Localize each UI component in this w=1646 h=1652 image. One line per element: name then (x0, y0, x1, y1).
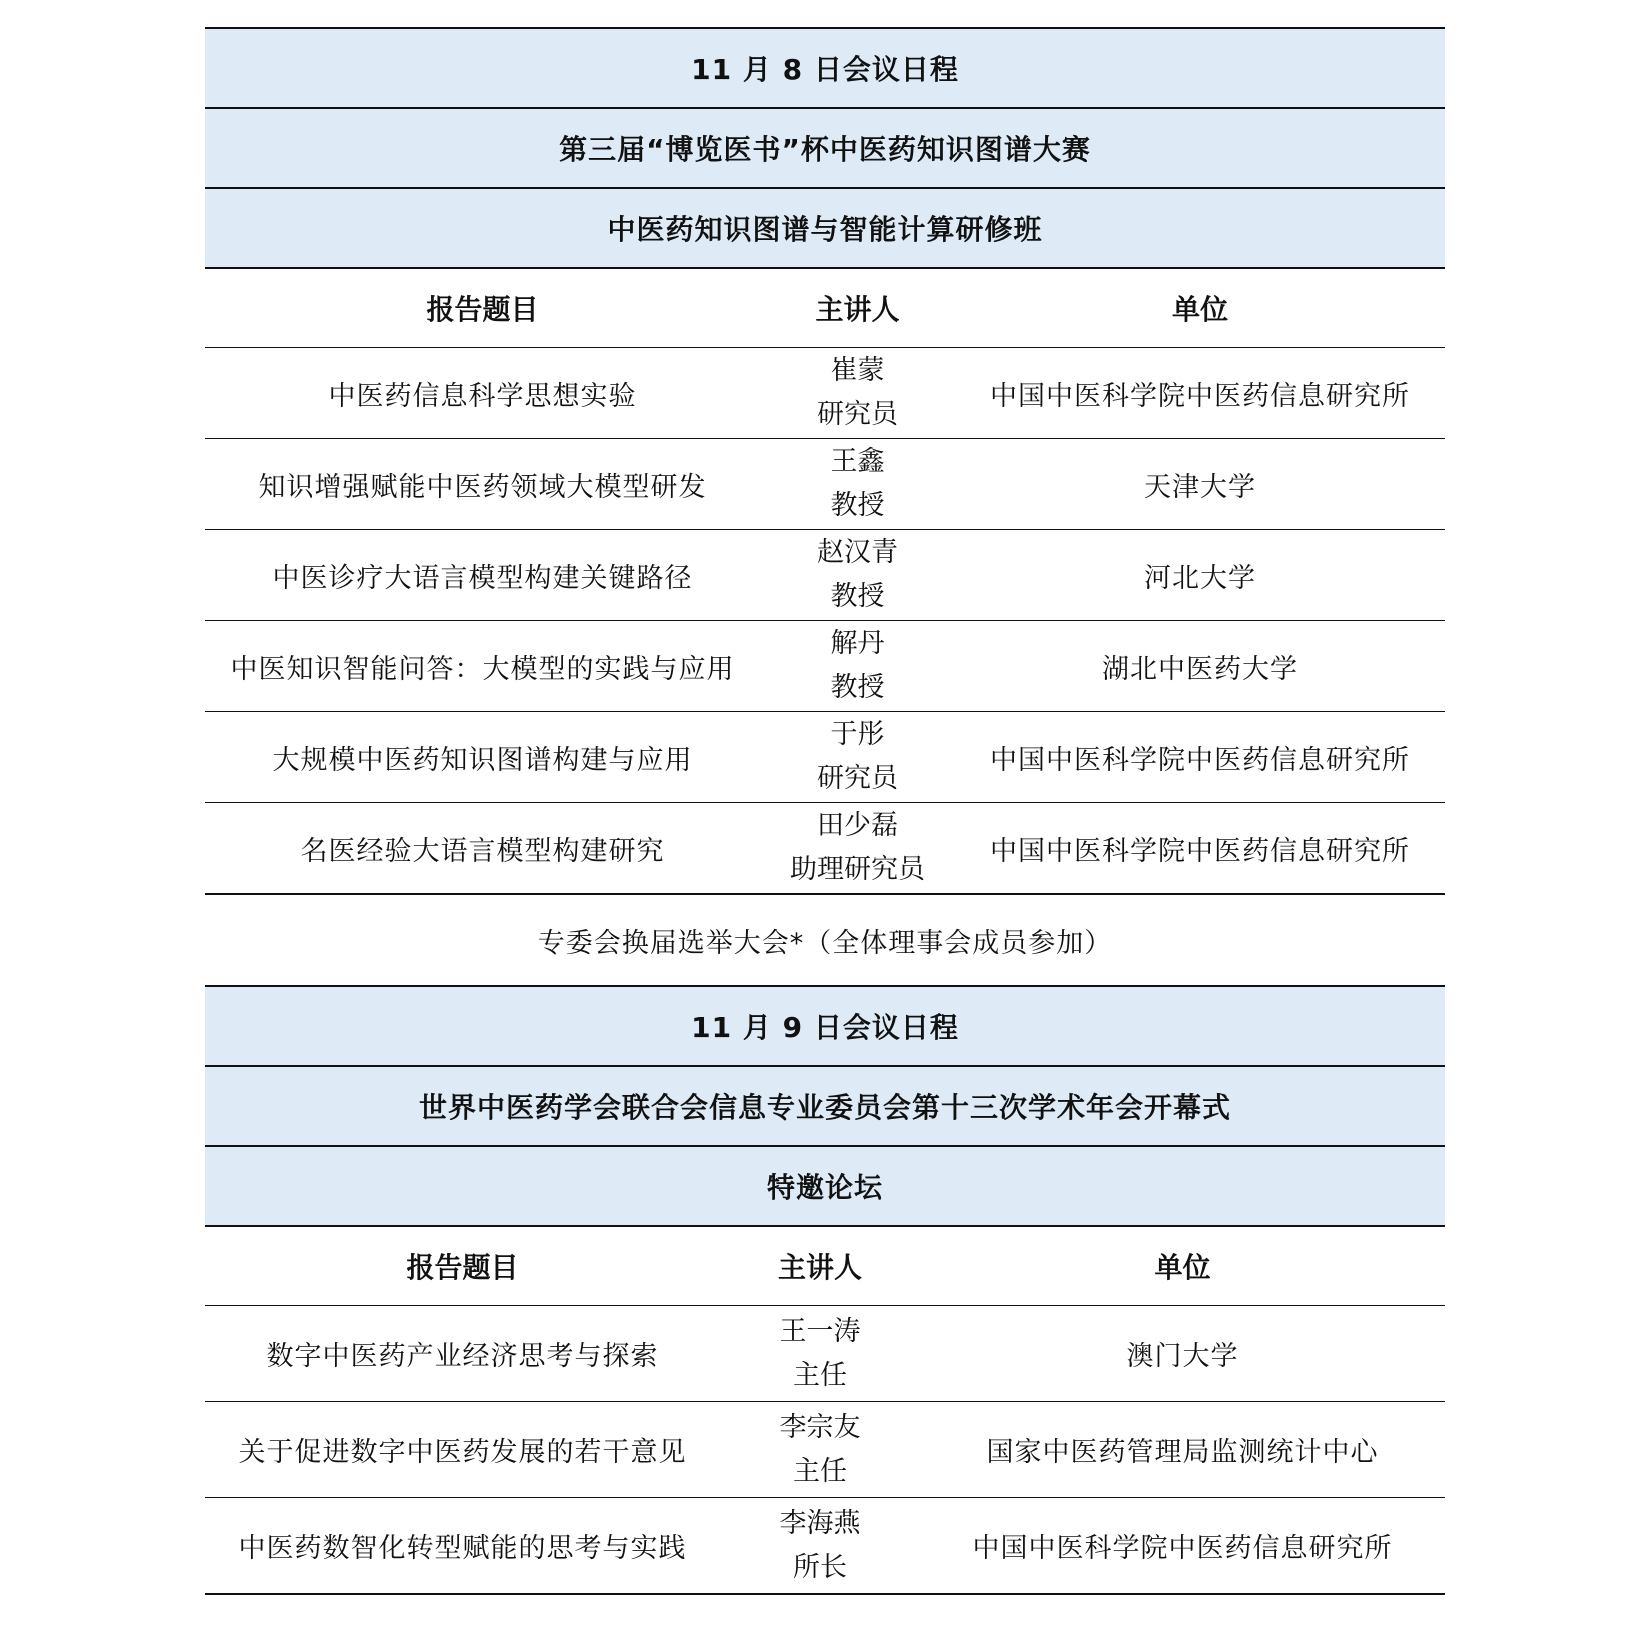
row-topic: 中医药数智化转型赋能的思考与实践 (238, 1533, 687, 1564)
row-topic: 大规模中医药知识图谱构建与应用 (272, 744, 693, 776)
workshop-title: 中医药知识图谱与智能计算研修班 (205, 187, 1445, 267)
speaker-title: 所长 (793, 1551, 847, 1583)
speaker-title: 研究员 (817, 763, 898, 794)
opening-ceremony-title: 世界中医药学会联合会信息专业委员会第十三次学术年会开幕式 (205, 1065, 1445, 1145)
table-header (205, 1225, 1445, 1305)
row-speaker (760, 348, 955, 438)
table-row (205, 711, 1445, 802)
speaker-title: 研究员 (817, 399, 898, 430)
speaker-name: 李宗友 (779, 1411, 861, 1443)
row-speaker (760, 439, 955, 529)
speaker-title: 助理研究员 (790, 854, 925, 885)
row-topic: 知识增强赋能中医药领域大模型研发 (258, 471, 707, 503)
header-topic: 报告题目 (406, 1251, 519, 1284)
row-unit: 国家中医药管理局监测统计中心 (986, 1437, 1379, 1468)
row-speaker (760, 530, 955, 620)
speaker-name: 王一涛 (779, 1315, 861, 1347)
header-unit: 单位 (1171, 293, 1228, 326)
speaker-name: 解丹 (830, 628, 885, 659)
speaker-title: 教授 (830, 490, 885, 521)
row-topic: 数字中医药产业经济思考与探索 (266, 1341, 659, 1372)
row-unit: 中国中医科学院中医药信息研究所 (990, 835, 1410, 867)
day1-title: 11 月 8 日会议日程 (205, 27, 1445, 107)
day2-title: 11 月 9 日会议日程 (205, 985, 1445, 1065)
row-topic: 关于促进数字中医药发展的若干意见 (238, 1437, 687, 1468)
speaker-name: 田少磊 (817, 810, 898, 841)
row-speaker (720, 1306, 920, 1401)
table-row (205, 1401, 1445, 1497)
row-topic: 中医药信息科学思想实验 (328, 380, 637, 412)
table-row (205, 529, 1445, 620)
forum-title: 特邀论坛 (205, 1145, 1445, 1225)
speaker-name: 于彤 (830, 719, 885, 750)
row-unit: 中国中医科学院中医药信息研究所 (990, 744, 1410, 776)
table-row (205, 1305, 1445, 1401)
schedule-page (205, 27, 1445, 1595)
table-row (205, 1497, 1445, 1595)
table-header (205, 267, 1445, 347)
speaker-title: 主任 (793, 1359, 847, 1391)
election-note: 专委会换届选举大会*（全体理事会成员参加） (537, 927, 1113, 959)
header-unit: 单位 (1154, 1251, 1211, 1284)
table-row (205, 802, 1445, 895)
speaker-name: 赵汉青 (817, 537, 898, 568)
header-speaker: 主讲人 (777, 1251, 862, 1284)
row-unit: 澳门大学 (1126, 1341, 1239, 1372)
speaker-name: 李海燕 (779, 1507, 861, 1539)
speaker-title: 教授 (830, 672, 885, 703)
day1-section (205, 27, 1445, 985)
speaker-name: 崔蒙 (830, 355, 885, 386)
row-topic: 中医诊疗大语言模型构建关键路径 (272, 562, 693, 594)
row-unit: 中国中医科学院中医药信息研究所 (990, 380, 1410, 412)
row-unit: 河北大学 (1144, 562, 1256, 594)
table-row (205, 347, 1445, 438)
table-row (205, 620, 1445, 711)
row-speaker (720, 1402, 920, 1497)
competition-title: 第三届“博览医书”杯中医药知识图谱大赛 (205, 107, 1445, 187)
speaker-title: 主任 (793, 1455, 847, 1487)
table-row (205, 438, 1445, 529)
row-unit: 天津大学 (1144, 471, 1256, 503)
row-unit: 湖北中医药大学 (1102, 653, 1298, 685)
speaker-title: 教授 (830, 581, 885, 612)
row-unit: 中国中医科学院中医药信息研究所 (972, 1533, 1393, 1564)
row-speaker (760, 712, 955, 802)
row-speaker (760, 621, 955, 711)
row-topic: 名医经验大语言模型构建研究 (300, 835, 665, 867)
row-topic: 中医知识智能问答：大模型的实践与应用 (230, 653, 735, 685)
row-speaker (760, 803, 955, 893)
header-topic: 报告题目 (426, 293, 539, 326)
header-speaker: 主讲人 (815, 293, 900, 326)
speaker-name: 王鑫 (830, 446, 885, 477)
day2-section (205, 985, 1445, 1595)
row-speaker (720, 1498, 920, 1593)
